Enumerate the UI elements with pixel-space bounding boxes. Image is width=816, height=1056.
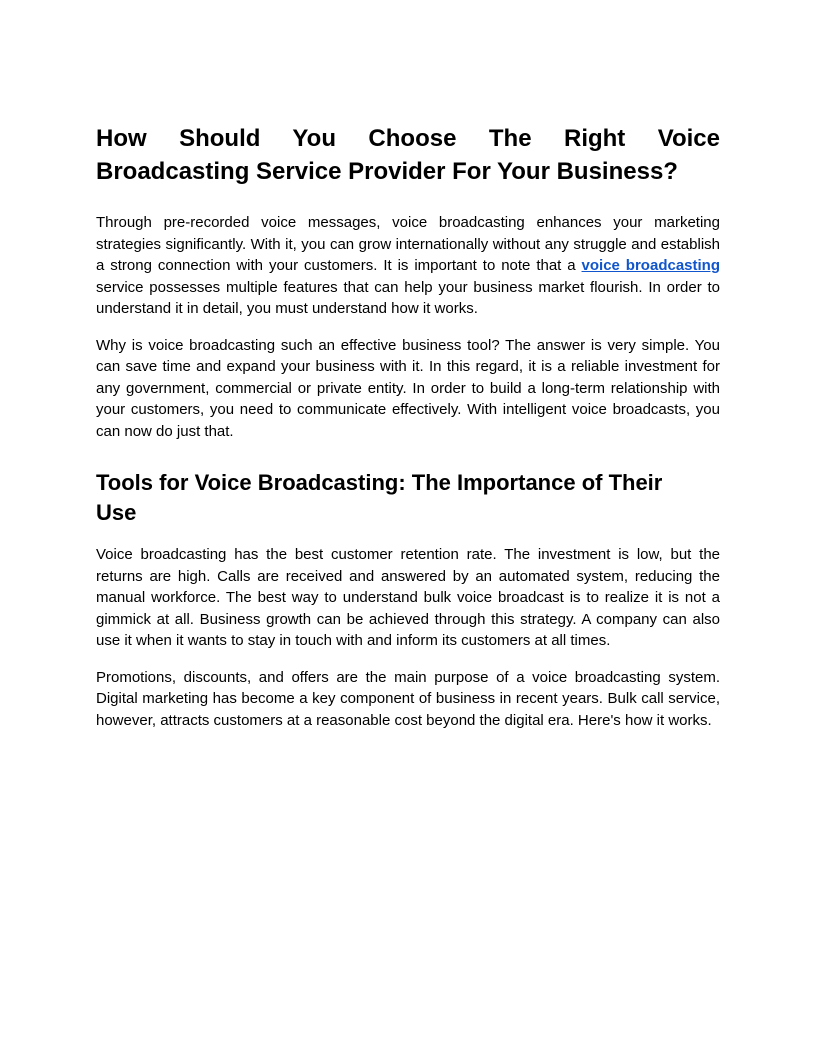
section-heading-tools: Tools for Voice Broadcasting: The Importance of Their Use: [96, 470, 663, 525]
paragraph-why-effective: Why is voice broadcasting such an effective business tool? The answer is very simple. You can save time and expand your business with it. In this regard, it is a reliable investment for any government, commercial or private entity. In order to build a long-term relationship with your customers, you need to communicate effectively. With intelligent voice broadcasts, you can now do just that.: [96, 336, 720, 440]
paragraph-intro-text-after-link: service possesses multiple features that can help your business market flourish. In order to understand it in detail, you must understand how it works.: [96, 278, 720, 317]
paragraph-intro-text-before-link: Through pre-recorded voice messages, voice broadcasting enhances your marketing strategies significantly. With it, you can grow internationally without any struggle and establish a strong connection with your customers. It is important to note that a: [96, 214, 720, 274]
paragraph-intro: [96, 212, 720, 320]
document-title: How Should You Choose The Right Voice Broadcasting Service Provider For Your Business?: [96, 125, 720, 185]
paragraph-promotions: Promotions, discounts, and offers are the main purpose of a voice broadcasting system. Digital marketing has become a key component of business in recent years. Bulk call service, however, attracts customers at a reasonable cost beyond the digital era. Here's how it works.: [96, 668, 720, 729]
voice-broadcasting-link[interactable]: voice broadcasting: [581, 257, 720, 274]
paragraph-customer-retention: Voice broadcasting has the best customer retention rate. The investment is low, but the returns are high. Calls are received and answered by an automated system, reducing the manual workforce. The best way to understand bulk voice broadcast is to realize it is not a gimmick at all. Business growth can be achieved through this strategy. A company can also use it when it wants to stay in touch with and inform its customers at all times.: [96, 546, 720, 649]
